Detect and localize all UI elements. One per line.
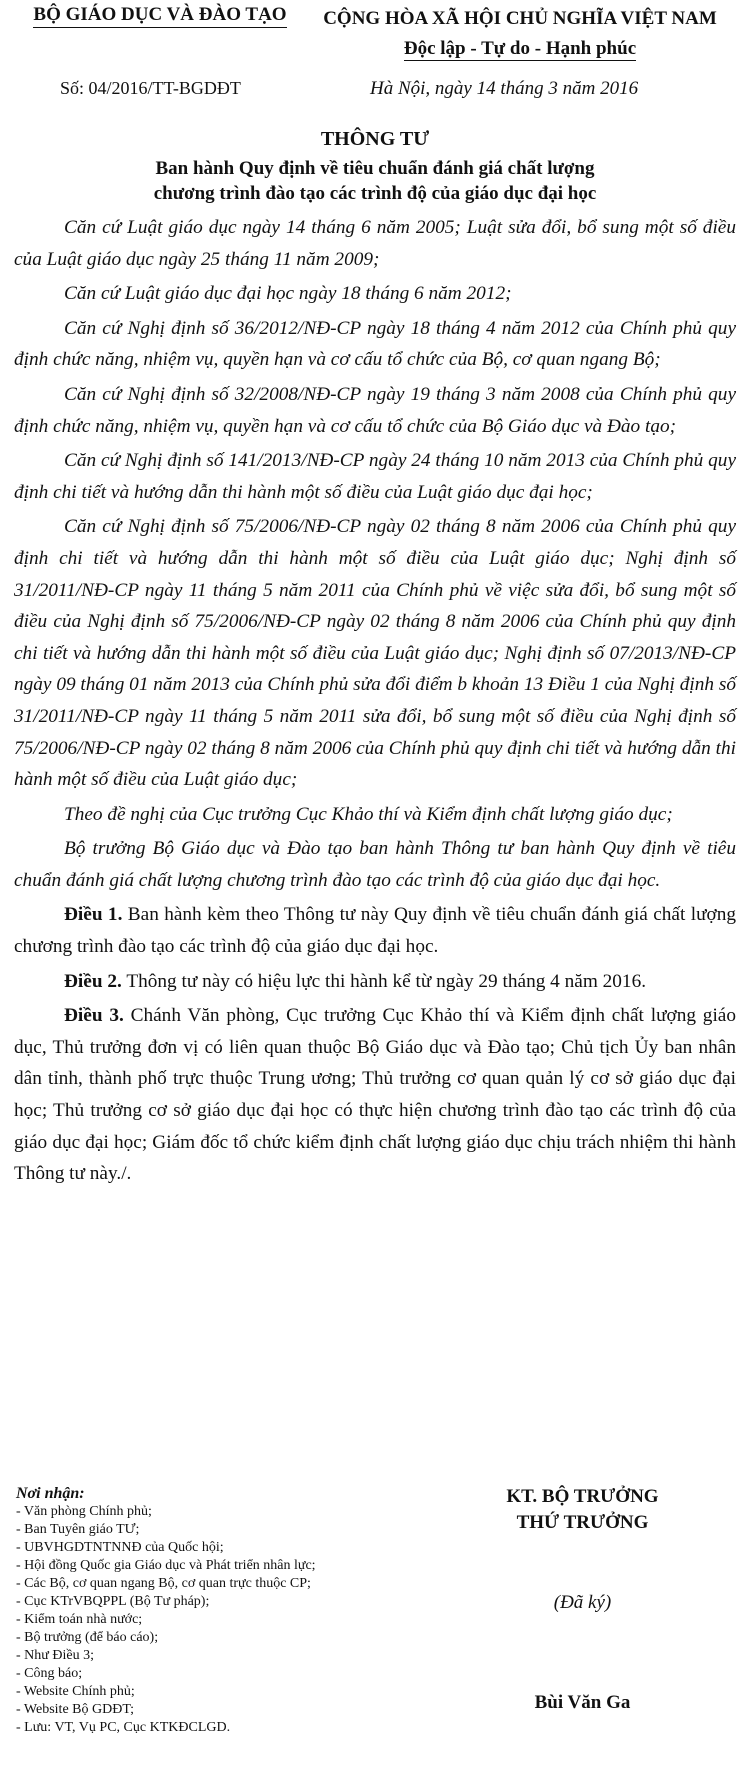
signer-name: Bùi Văn Ga: [534, 1692, 631, 1713]
preamble-paragraph: Bộ trưởng Bộ Giáo dục và Đào tạo ban hành Thông tư ban hành Quy định về tiêu chuẩn đánh giá chất lượng chương trình đào tạo các trình độ của giáo dục đại học.: [14, 838, 736, 891]
recipients-list: [16, 1485, 396, 1737]
list-item: - Website Bộ GDĐT;: [16, 1702, 134, 1717]
list-item: - Công báo;: [16, 1666, 83, 1681]
preamble-paragraph: Căn cứ Nghị định số 36/2012/NĐ-CP ngày 18 tháng 4 năm 2012 của Chính phủ quy định chức năng, nhiệm vụ, quyền hạn và cơ cấu tổ chức của Bộ, cơ quan ngang Bộ;: [14, 317, 736, 371]
document-type: THÔNG TƯ: [320, 128, 430, 150]
list-item: - Như Điều 3;: [16, 1648, 94, 1663]
document-number: Số: 04/2016/TT-BGDĐT: [60, 78, 241, 98]
document-subject: [80, 156, 670, 206]
recipients-label: Nơi nhận:: [16, 1485, 85, 1502]
signer-position-2: THỨ TRƯỞNG: [516, 1512, 649, 1533]
preamble-paragraph: Căn cứ Luật giáo dục đại học ngày 18 tháng 6 năm 2012;: [64, 283, 512, 305]
preamble-paragraph: Căn cứ Nghị định số 32/2008/NĐ-CP ngày 19 tháng 3 năm 2008 của Chính phủ quy định chức năng, nhiệm vụ, quyền hạn và cơ cấu tổ chức của Bộ Giáo dục và Đào tạo;: [14, 383, 736, 437]
list-item: - Kiểm toán nhà nước;: [16, 1612, 143, 1627]
subject-line-1: Ban hành Quy định về tiêu chuẩn đánh giá chất lượng: [155, 158, 595, 179]
list-item: - Ban Tuyên giáo TƯ;: [16, 1522, 140, 1537]
document-body: [14, 212, 736, 1190]
national-header: [300, 4, 740, 64]
list-item: - Website Chính phủ;: [16, 1684, 135, 1699]
signed-note: (Đã ký): [553, 1592, 612, 1613]
article-text: Chánh Văn phòng, Cục trưởng Cục Khảo thí và Kiểm định chất lượng giáo dục, Thủ trưởng đơn vị có liên quan thuộc Bộ Giáo dục và Đào tạo; Chủ tịch Ủy ban nhân dân tỉnh, thành phố trực thuộc Trung ương; Thủ trưởng cơ quan quản lý cơ sở giáo dục đại học; Thủ trưởng cơ sở giáo dục đại học có thực hiện chương trình đào tạo các trình độ của giáo dục đại học; Giám đốc tổ chức kiểm định chất lượng giáo dục chịu trách nhiệm thi hành Thông tư này./.: [14, 1005, 736, 1185]
document-date: Hà Nội, ngày 14 tháng 3 năm 2016: [370, 78, 639, 99]
subject-line-2: chương trình đào tạo các trình độ của giáo dục đại học: [153, 183, 597, 204]
preamble-paragraph: Theo đề nghị của Cục trưởng Cục Khảo thí và Kiểm định chất lượng giáo dục;: [64, 803, 673, 825]
article-3: [14, 1000, 736, 1190]
ministry-name: BỘ GIÁO DỤC VÀ ĐÀO TẠO: [33, 4, 286, 28]
signer-position-1: KT. BỘ TRƯỞNG: [506, 1486, 659, 1507]
national-motto: Độc lập - Tự do - Hạnh phúc: [403, 38, 637, 59]
list-item: - Các Bộ, cơ quan ngang Bộ, cơ quan trực thuộc CP;: [16, 1576, 311, 1591]
article-1: [14, 899, 736, 962]
preamble-paragraph: Căn cứ Nghị định số 75/2006/NĐ-CP ngày 02 tháng 8 năm 2006 của Chính phủ quy định chi tiết và hướng dẫn thi hành một số điều của Luật giáo dục; Nghị định số 31/2011/NĐ-CP ngày 11 tháng 5 năm 2011 của Chính phủ về việc sửa đổi, bổ sung một số điều của Nghị định số 75/2006/NĐ-CP ngày 02 tháng 8 năm 2006 của Chính phủ quy định chi tiết và hướng dẫn thi hành một số điều của Luật giáo dục; Nghị định số 07/2013/NĐ-CP ngày 09 tháng 01 năm 2013 của Chính phủ sửa đổi điểm b khoản 13 Điều 1 của Nghị định số 31/2011/NĐ-CP ngày 11 tháng 5 năm 2011 sửa đổi, bổ sung một số điều của Nghị định số 75/2006/NĐ-CP ngày 02 tháng 8 năm 2006 của Chính phủ quy định chi tiết và hướng dẫn thi hành một số điều của Luật giáo dục;: [14, 516, 736, 791]
article-2: [14, 966, 736, 998]
list-item: - UBVHGDTNTNNĐ của Quốc hội;: [16, 1540, 224, 1555]
list-item: - Bộ trưởng (để báo cáo);: [16, 1630, 159, 1645]
list-item: - Lưu: VT, Vụ PC, Cục KTKĐCLGD.: [16, 1720, 231, 1735]
list-item: - Cục KTrVBQPPL (Bộ Tư pháp);: [16, 1594, 210, 1609]
issuing-ministry: [10, 4, 310, 28]
article-label: Điều 2.: [64, 970, 122, 992]
list-item: - Hội đồng Quốc gia Giáo dục và Phát triển nhân lực;: [16, 1558, 316, 1573]
preamble-paragraph: Căn cứ Luật giáo dục ngày 14 tháng 6 năm 2005; Luật sửa đổi, bổ sung một số điều của Luật giáo dục ngày 25 tháng 11 năm 2009;: [14, 217, 736, 270]
list-item: - Văn phòng Chính phủ;: [16, 1504, 152, 1519]
preamble-paragraph: Căn cứ Nghị định số 141/2013/NĐ-CP ngày 24 tháng 10 năm 2013 của Chính phủ quy định chi tiết và hướng dẫn thi hành một số điều của Luật giáo dục đại học;: [14, 450, 736, 503]
article-label: Điều 1.: [64, 904, 123, 926]
article-label: Điều 3.: [64, 1005, 124, 1027]
article-text: Ban hành kèm theo Thông tư này Quy định về tiêu chuẩn đánh giá chất lượng chương trình đào tạo các trình độ của giáo dục đại học.: [14, 904, 737, 958]
signature-block: [440, 1484, 725, 1716]
article-text: Thông tư này có hiệu lực thi hành kể từ ngày 29 tháng 4 năm 2016.: [121, 970, 647, 992]
country-name: CỘNG HÒA XÃ HỘI CHỦ NGHĨA VIỆT NAM: [323, 8, 717, 29]
